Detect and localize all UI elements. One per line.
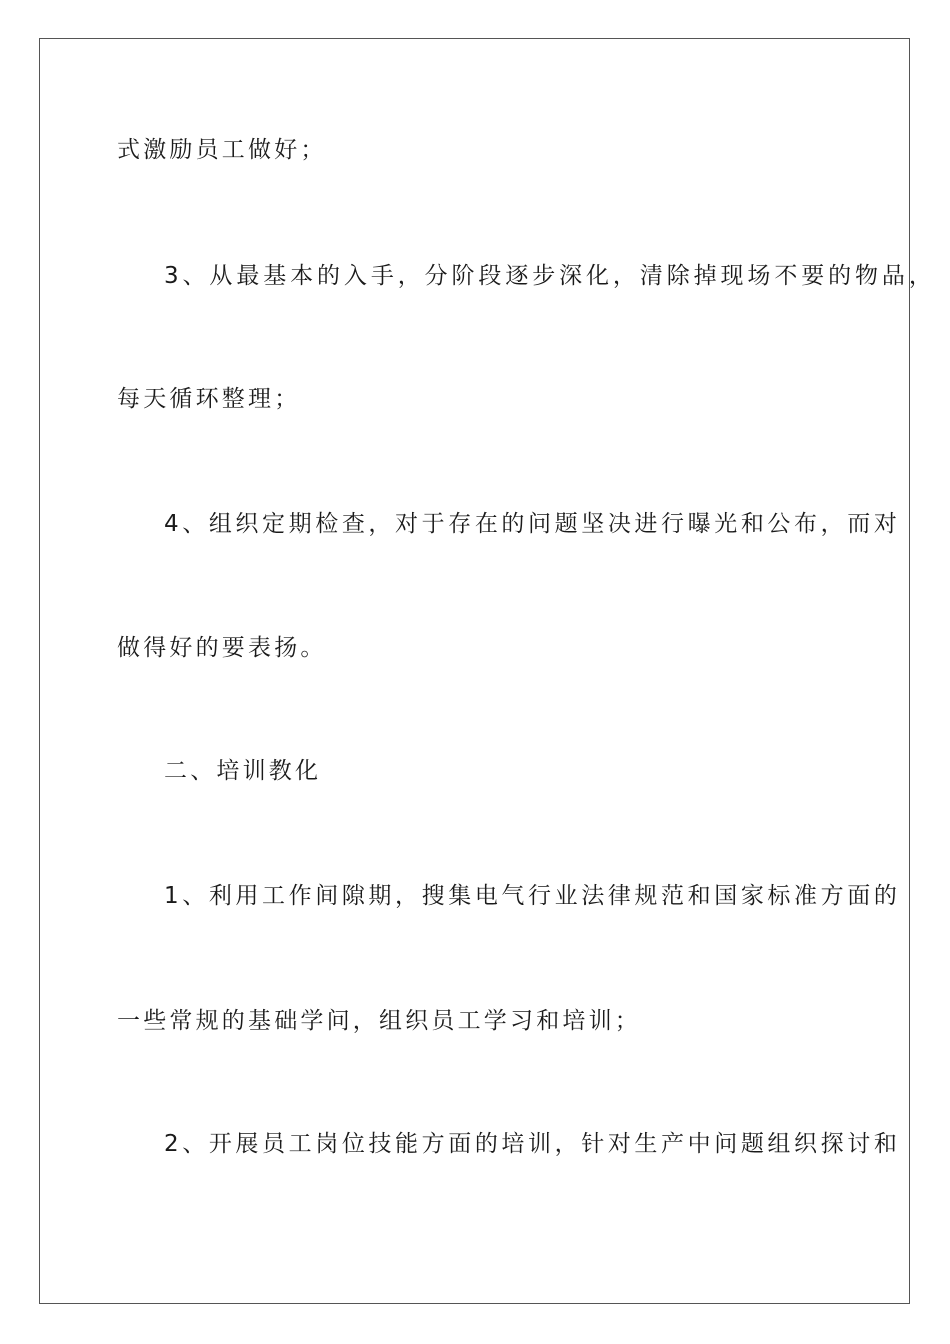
paragraph-continuation: 式激励员工做好； (117, 137, 327, 163)
list-item-3-line-2: 每天循环整理； (117, 386, 301, 412)
list-item-2-line-1: 2、开展员工岗位技能方面的培训，针对生产中问题组织探讨和 (164, 1131, 901, 1157)
page-frame (39, 38, 910, 1304)
list-item-3-line-1: 3、从最基本的入手，分阶段逐步深化，清除掉现场不要的物品， (164, 263, 936, 289)
list-item-4-line-1: 4、组织定期检查，对于存在的问题坚决进行曝光和公布，而对 (164, 511, 901, 537)
list-item-4-line-2: 做得好的要表扬。 (117, 635, 327, 661)
section-heading: 二、培训教化 (164, 758, 322, 784)
list-item-1-line-1: 1、利用工作间隙期，搜集电气行业法律规范和国家标准方面的 (164, 883, 901, 909)
list-item-1-line-2: 一些常规的基础学问，组织员工学习和培训； (117, 1008, 641, 1034)
